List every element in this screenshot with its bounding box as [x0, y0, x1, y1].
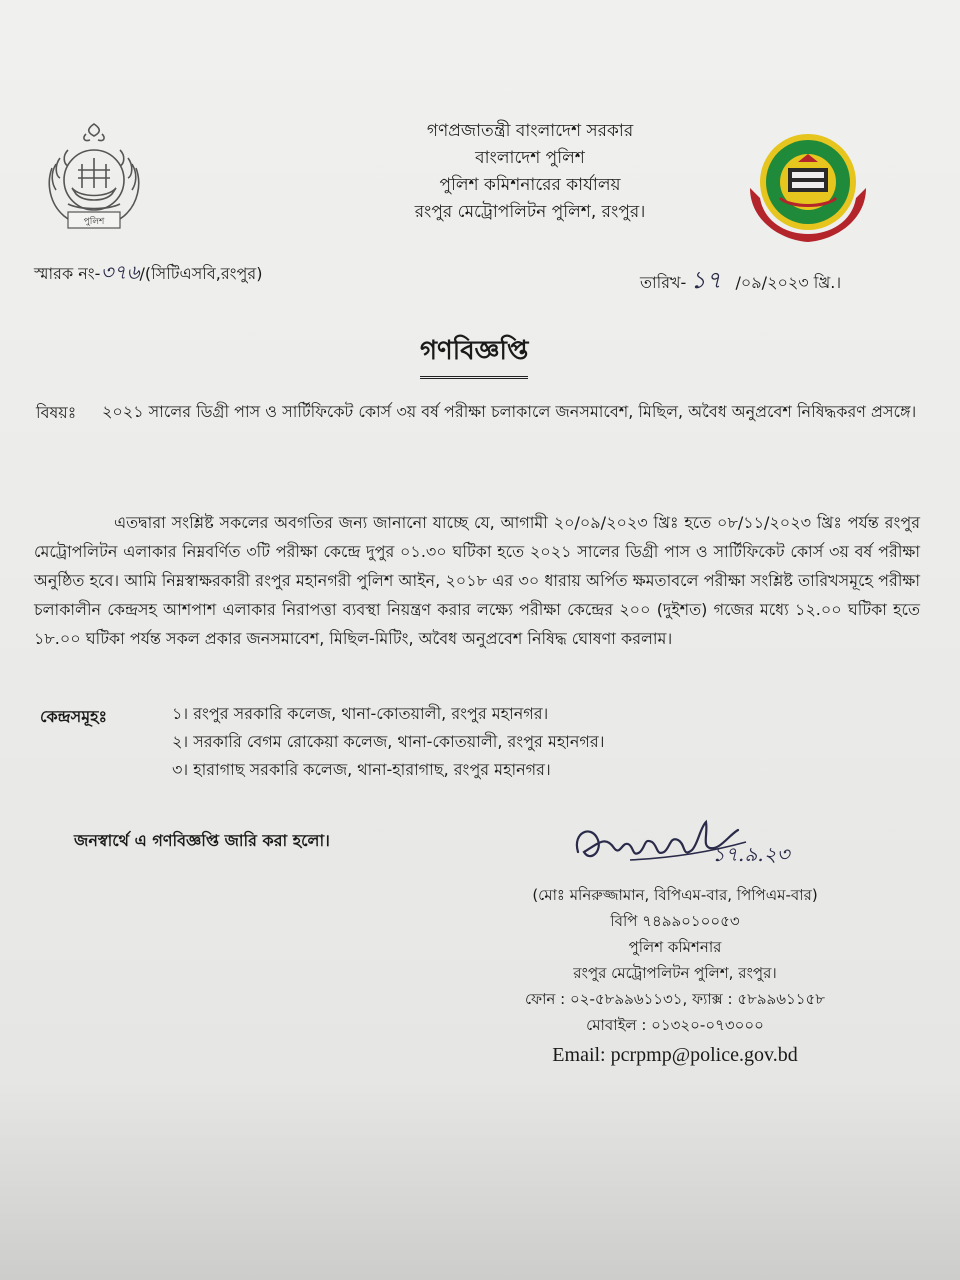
memo-handwritten-number: ৩৭৬	[100, 260, 140, 284]
header-line-rmp: রংপুর মেট্রোপলিটন পুলিশ, রংপুর।	[414, 202, 646, 222]
signature-block	[480, 882, 870, 1068]
signatory-bp: বিপি ৭৪৯৯০১০০৫৩	[610, 912, 740, 930]
memo-suffix: /(সিটিএসবি,রংপুর)	[139, 264, 263, 283]
centre-item: ৩। হারাগাছ সরকারি কলেজ, থানা-হারাগাছ, রংপুর মহানগর।	[172, 760, 551, 779]
header-line-office: পুলিশ কমিশনারের কার্যালয়	[439, 175, 621, 195]
signature-date: ১৭.৯.২৩	[712, 842, 790, 866]
left-logo-text: পুলিশ	[83, 217, 105, 227]
memo-number	[34, 258, 262, 291]
signatory-office: রংপুর মেট্রোপলিটন পুলিশ, রংপুর।	[573, 964, 777, 982]
public-interest-line: জনস্বার্থে এ গণবিজ্ঞপ্তি জারি করা হলো।	[74, 831, 330, 850]
date-handwritten-day: ১৭	[690, 266, 722, 294]
centre-item: ২। সরকারি বেগম রোকেয়া কলেজ, থানা-কোতয়ালী, রংপুর মহানগর।	[172, 732, 605, 751]
date-label: তারিখ-	[640, 273, 687, 292]
centre-item: ১। রংপুর সরকারি কলেজ, থানা-কোতয়ালী, রংপুর মহানগর।	[172, 704, 549, 723]
signatory-designation: পুলিশ কমিশনার	[628, 938, 722, 956]
centres-label: কেন্দ্রসমূহঃ	[40, 707, 108, 726]
signatory-name: (মোঃ মনিরুজ্জামান, বিপিএম-বার, পিপিএম-বার)	[532, 886, 818, 904]
letterhead	[330, 118, 730, 226]
notice-title: গণবিজ্ঞপ্তি	[420, 330, 528, 379]
police-emblem-icon	[38, 118, 150, 236]
subject-label: বিষয়ঃ	[36, 403, 77, 422]
date-rest: /০৯/২০২৩ খ্রি.।	[735, 273, 842, 292]
rmp-emblem-icon	[740, 128, 876, 248]
subject-text: ২০২১ সালের ডিগ্রী পাস ও সার্টিফিকেট কোর্স ৩য় বর্ষ পরীক্ষা চলাকালে জনসমাবেশ, মিছিল, অবৈধ অনুপ্রবেশ নিষিদ্ধকরণ প্রসঙ্গে।	[102, 402, 917, 421]
contact-phone-fax: ফোন : ০২-৫৮৯৯৬১১৩১, ফ্যাক্স : ৫৮৯৯৬১১৫৮	[525, 990, 825, 1008]
centres-list	[172, 700, 604, 784]
header-line-police: বাংলাদেশ পুলিশ	[475, 148, 585, 168]
notice-body: এতদ্বারা সংশ্লিষ্ট সকলের অবগতির জন্য জানানো যাচ্ছে যে, আগামী ২০/০৯/২০২৩ খ্রিঃ হতে ০৮/১১/২০২৩ খ্রিঃ পর্যন্ত রংপুর মেট্রোপলিটন এলাকার নিম্নবর্ণিত ৩টি পরীক্ষা কেন্দ্রে দুপুর ০১.৩০ ঘটিকা হতে ২০২১ সালের ডিগ্রী পাস ও সার্টিফিকেট কোর্স ৩য় বর্ষ পরীক্ষা অনুষ্ঠিত হবে। আমি নিম্নস্বাক্ষরকারী রংপুর মহানগরী পুলিশ আইন, ২০১৮ এর ৩০ ধারায় অর্পিত ক্ষমতাবলে পরীক্ষা সংশ্লিষ্ট তারিখসমূহে পরীক্ষা চলাকালীন কেন্দ্রসহ আশপাশ এলাকার নিরাপত্তা ব্যবস্থা নিয়ন্ত্রণ করার লক্ষ্যে পরীক্ষা কেন্দ্রের ২০০ (দুইশত) গজের মধ্যে ১২.০০ ঘটিকা হতে ১৮.০০ ঘটিকা পর্যন্ত সকল প্রকার জনসমাবেশ, মিছিল-মিটিং, অবৈধ অনুপ্রবেশ নিষিদ্ধ ঘোষণা করলাম।	[34, 513, 920, 648]
memo-label: স্মারক নং-	[34, 264, 101, 283]
contact-mobile: মোবাইল : ০১৩২০-০৭৩০০০	[586, 1016, 764, 1034]
header-line-government: গণপ্রজাতন্ত্রী বাংলাদেশ সরকার	[426, 121, 634, 141]
issue-date	[640, 262, 841, 302]
contact-email: Email: pcrpmp@police.gov.bd	[552, 1044, 798, 1066]
